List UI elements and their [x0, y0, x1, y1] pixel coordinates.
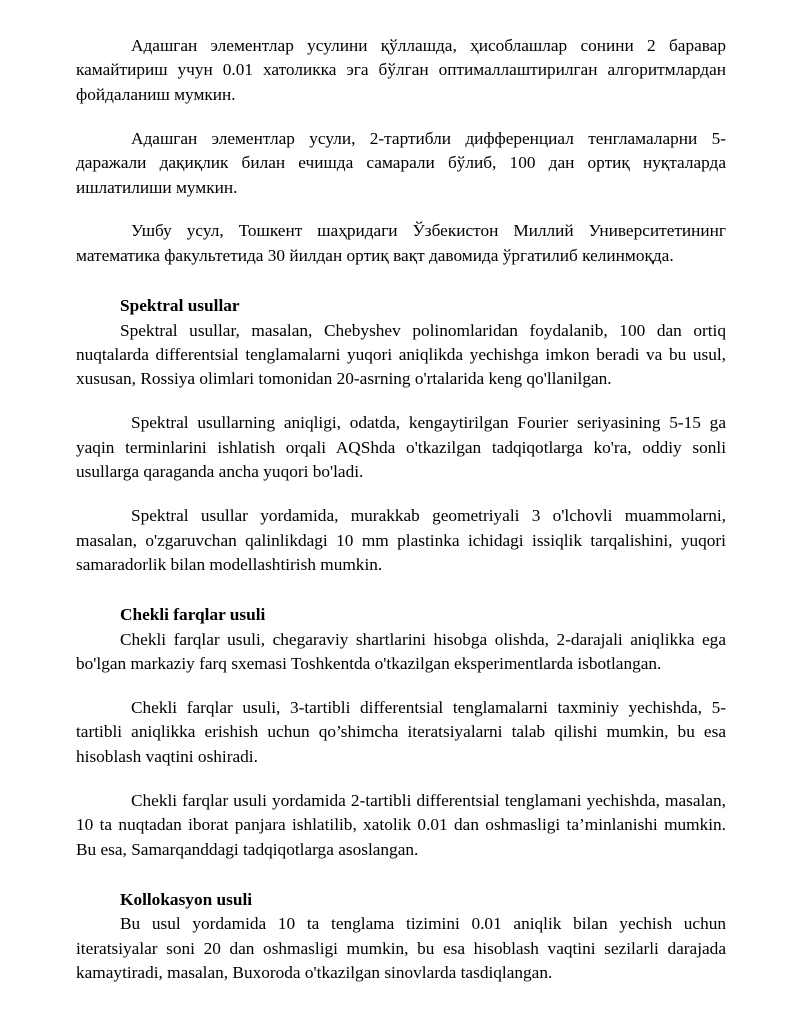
- section-heading-spektral: Spektral usullar: [120, 296, 240, 316]
- intro-paragraph-2: Адашган элементлар усули, 2-тартибли дифференциал тенгламаларни 5-даражали дақиқлик билан ечишда самарали бўлиб, 100 дан ортиқ нуқталарда ишлатилиши мумкин.: [76, 128, 726, 197]
- intro-paragraph-1: Адашган элементлар усулини қўллашда, ҳисоблашлар сонини 2 баравар камайтириш учун 0.01 хатоликка эга бўлган оптималлаштирилган алгоритмлардан фойдаланиш мумкин.: [76, 36, 726, 104]
- intro-paragraph-3: Ушбу усул, Тошкент шаҳридаги Ўзбекистон Миллий Университетининг математика факультетида 30 йилдан ортиқ вақт давомида ўргатилиб келинмоқда.: [76, 221, 726, 265]
- spektral-paragraph-2: Spektral usullarning aniqligi, odatda, kengaytirilgan Fourier seriyasining 5-15 ga yaqin terminlarini ishlatish orqali AQShda o'tkazilgan tadqiqotlarga ko'ra, oddiy sonli usullarga qaraganda ancha yuqori bo'ladi.: [76, 413, 726, 482]
- spektral-paragraph-3: Spektral usullar yordamida, murakkab geometriyali 3 o'lchovli muammolarni, masalan, o'zgaruvchan qalinlikdagi 10 mm plastinka ichidagi issiqlik tarqalishini, yuqori samaradorlik bilan modellashtirish mumkin.: [76, 506, 726, 574]
- chekli-paragraph-3: Chekli farqlar usuli yordamida 2-tartibli differentsial tenglamani yechishda, masalan, 10 ta nuqtadan iborat panjara ishlatilib, xatolik 0.01 dan oshmasligi ta’minlanishi mumkin. Bu esa, Samarqanddagi tadqiqotlarga asoslangan.: [76, 790, 726, 859]
- document-page: [76, 34, 726, 986]
- section-kollokasyon: [76, 888, 726, 986]
- spektral-paragraph-1: Spektral usullar, masalan, Chebyshev polinomlaridan foydalanib, 100 dan ortiq nuqtalarda differentsial tenglamalarni yuqori aniqlikda yechishga imkon beradi va bu usul, xususan, Rossiya olimlari tomonidan 20-asrning o'rtalarida keng qo'llanilgan.: [76, 320, 726, 389]
- section-heading-kollokasyon: Kollokasyon usuli: [120, 889, 253, 909]
- section-spektral: [76, 294, 726, 577]
- kollokasyon-paragraph-1: Bu usul yordamida 10 ta tenglama tizimini 0.01 aniqlik bilan yechish uchun iteratsiyalar soni 20 dan oshmasligi mumkin, bu esa hisoblash vaqtini sezilarli darajada kamaytiradi, masalan, Buxoroda o'tkazilgan sinovlarda tasdiqlangan.: [76, 914, 726, 983]
- chekli-paragraph-2: Chekli farqlar usuli, 3-tartibli differentsial tenglamalarni taxminiy yechishda, 5-tartibli aniqlikka erishish uchun qo’shimcha iteratsiyalarni talab qilishi mumkin, bu esa hisoblash vaqtini oshiradi.: [76, 698, 726, 766]
- section-chekli-farqlar: [76, 603, 726, 862]
- chekli-paragraph-1: Chekli farqlar usuli, chegaraviy shartlarini hisobga olishda, 2-darajali aniqlikka ega bo'lgan markaziy farq sxemasi Toshkentda o'tkazilgan eksperimentlarda isbotlangan.: [76, 629, 726, 674]
- section-heading-chekli-farqlar: Chekli farqlar usuli: [120, 605, 266, 625]
